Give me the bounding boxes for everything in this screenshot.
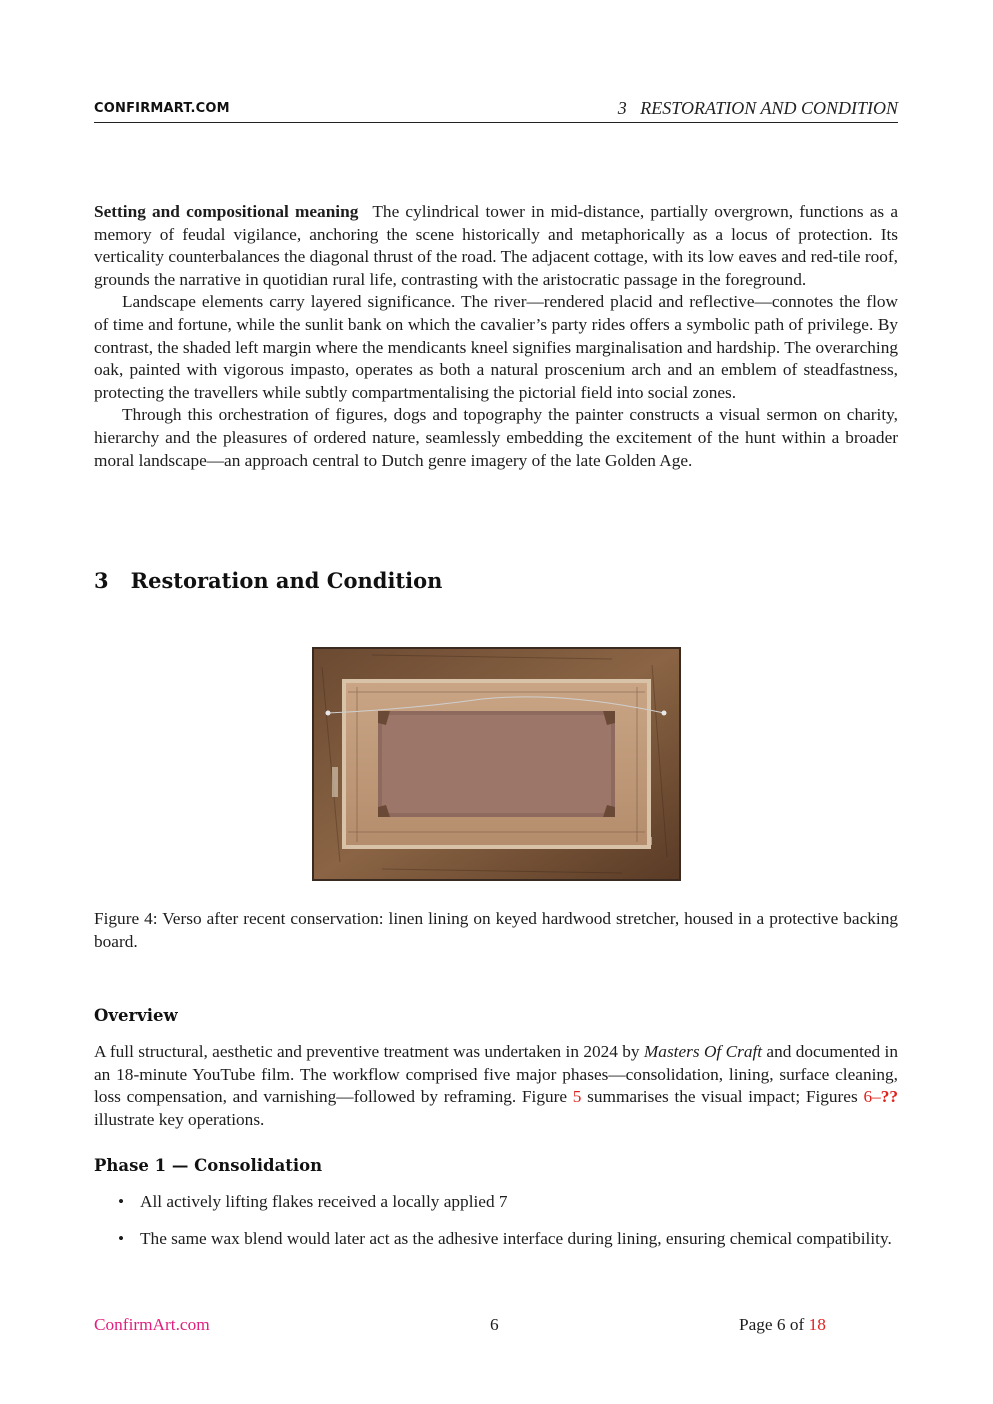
intro-section — [94, 201, 898, 472]
overview-paragraph — [94, 1041, 898, 1131]
total-pages-link[interactable]: 18 — [808, 1315, 826, 1334]
figure-reference-link[interactable]: 5 — [572, 1087, 582, 1107]
list-item — [94, 1228, 898, 1251]
section-heading — [94, 568, 442, 593]
running-section-title: 3 RESTORATION AND CONDITION — [617, 98, 898, 118]
paragraph — [94, 201, 898, 291]
unresolved-reference[interactable]: ?? — [880, 1087, 898, 1107]
overview-text: A full structural, aesthetic and preventive treatment was undertaken in 2024 by — [94, 1042, 644, 1061]
section-title-text: Restoration and Condition — [130, 568, 443, 593]
overview-heading: Overview — [94, 1006, 178, 1025]
figure-range-reference-link[interactable]: 6– — [863, 1087, 881, 1107]
figure-verso-photo — [312, 647, 681, 881]
overview-text: illustrate key operations. — [94, 1109, 265, 1129]
footer-site-link[interactable]: ConfirmArt.com — [94, 1315, 210, 1334]
phase1-heading: Phase 1 — Consolidation — [94, 1156, 323, 1175]
bullet-icon: • — [118, 1192, 125, 1211]
organisation-name: Masters Of Craft — [643, 1042, 763, 1061]
list-item-text: The same wax blend would later act as the adhesive interface during lining, ensuring chemical compatibility. — [140, 1228, 892, 1248]
painting-verso-illustration — [312, 647, 681, 881]
runin-heading: Setting and compositional meaning — [94, 202, 359, 221]
overview-text: summarises the visual impact; Figures — [581, 1087, 864, 1107]
figure-caption: Figure 4: Verso after recent conservation: linen lining on keyed hardwood stretcher, housed in a protective backing board. — [94, 909, 898, 951]
running-header — [94, 98, 898, 123]
phase1-bullet-list — [94, 1191, 898, 1264]
footer-page-count — [739, 1315, 826, 1335]
paragraph: Through this orchestration of figures, dogs and topography the painter constructs a visual sermon on charity, hierarchy and the pleasures of ordered nature, seamlessly embedding the excitement of the hunt within a broader moral landscape—an approach central to Dutch genre imagery of the late Golden Age. — [94, 405, 898, 470]
list-item-text: All actively lifting flakes received a locally applied 7 — [140, 1192, 508, 1211]
page-label: Page 6 of — [739, 1315, 809, 1334]
bullet-icon: • — [118, 1228, 125, 1248]
section-number: 3 — [94, 568, 109, 593]
overview-text: and documented in an 18-minute YouTube film. The workflow comprised five major phases—consolidation, lining, surface cleaning, loss compensation, and varnishing—followed by reframing. Figure — [94, 1042, 898, 1107]
paragraph-text: The cylindrical tower in mid-distance, partially overgrown, functions as a memory of feudal vigilance, anchoring the scene historically and metaphorically as a locus of protection. Its verticality counterbalances the diagonal thrust of the road. The adjacent cottage, with its low eaves and red-tile roof, grounds the narrative in quotidian rural life, contrasting with the aristocratic passage in the foreground. — [94, 202, 898, 289]
list-item — [94, 1191, 898, 1214]
footer-page-number: 6 — [490, 1315, 499, 1334]
paragraph: Landscape elements carry layered significance. The river—rendered placid and reflective—connotes the flow of time and fortune, while the sunlit bank on which the cavalier’s party rides offers a symbolic path of privilege. By contrast, the shaded left margin where the mendicants kneel signifies marginalisation and hardship. The overarching oak, painted with vigorous impasto, operates as both a natural proscenium arch and an emblem of steadfastness, protecting the travellers while subtly compartmentalising the pictorial field into social zones. — [94, 292, 898, 402]
site-logo: CONFIRMART.COM — [94, 101, 230, 116]
